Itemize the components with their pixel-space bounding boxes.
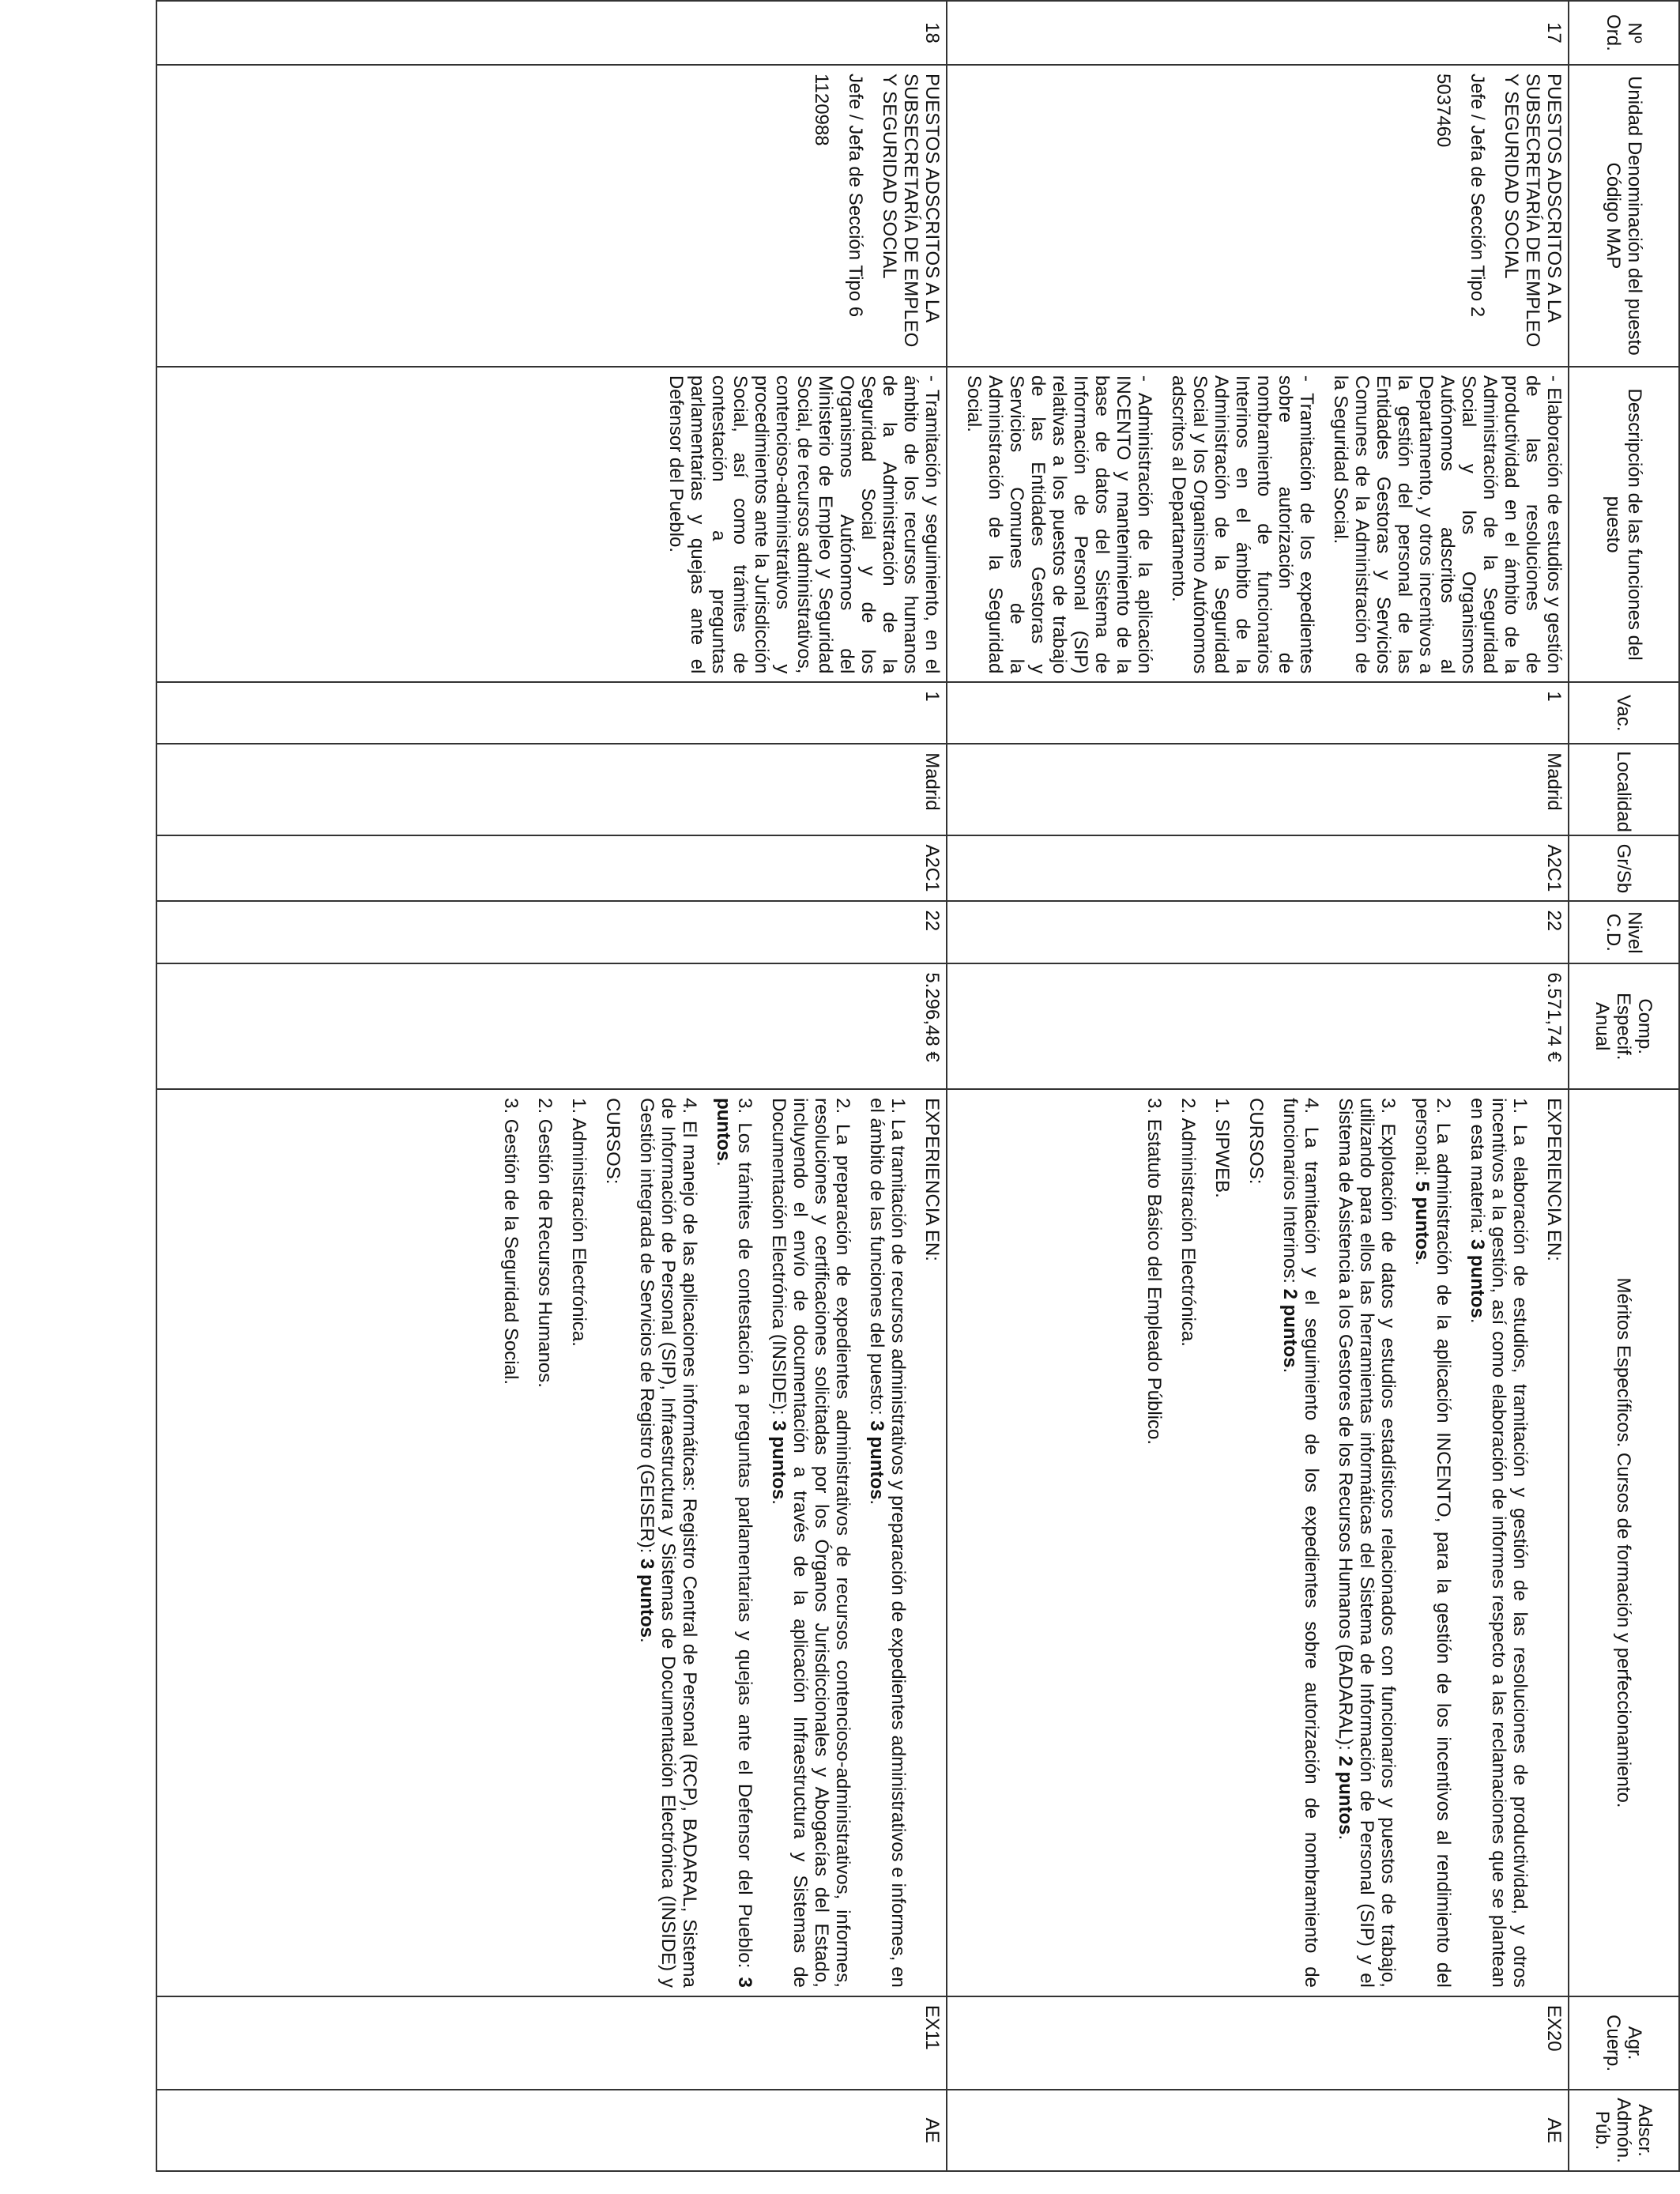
unidad-text: PUESTOS ADSCRITOS A LA SUBSECRETARÍA DE EMPLEO Y SEGURIDAD SOCIAL	[879, 73, 943, 348]
adscr-cell: AE	[947, 2090, 1569, 2171]
merito-item	[713, 1098, 755, 1988]
header-meritos: Méritos Específicos. Cursos de formación y perfeccionamiento.	[1569, 1089, 1679, 1996]
grsb-cell: A2C1	[156, 835, 947, 901]
merito-puntos: 2 puntos	[1335, 1755, 1356, 1835]
descripcion-item: - Elaboración de estudios y gestión de las resoluciones de productividad en el ámbito de la Administración de la Seguridad Social y los Organismos Autónomos adscritos al Departamento, y otros incentivos a la gestión del personal de las Entidades Gestoras y Servicios Comunes de la Administración de la Seguridad Social.	[1330, 375, 1565, 674]
merito-end: .	[1411, 1260, 1433, 1266]
merito-puntos: 2 puntos	[1279, 1288, 1301, 1368]
descripcion-cell	[156, 367, 947, 683]
descripcion-item: - Tramitación y seguimiento, en el ámbito de los recursos humanos de la Administración de la Seguridad Social y de los Organismos Autónomos del Ministerio de Empleo y Seguridad Social, de recursos administrativos, contencioso-administrativos y procedimientos ante la Jurisdicción Social, así como trámites de contestación a preguntas parlamentarias y quejas ante el Defensor del Pueblo.	[665, 375, 943, 674]
merito-text: 3. Los trámites de contestación a preguntas parlamentarias y quejas ante el Defensor del Pueblo:	[734, 1098, 755, 1977]
unidad-cell	[156, 65, 947, 367]
nivel-cell: 22	[156, 901, 947, 963]
merito-text: 3. Explotación de datos y estudios estadísticos relacionados con funcionarios y puestos de trabajo, utilizando para ellos las herramientas informáticas del Sistema de Información de Personal (SIP) y el Sistema de Asistencia a los Gestores de los Recursos Humanos (BADARAL):	[1335, 1098, 1399, 1988]
header-vac: Vac.	[1569, 682, 1679, 744]
curso-item: 3. Estatuto Básico del Empleado Público.	[1143, 1098, 1165, 1446]
curso-item: 2. Administración Electrónica.	[1177, 1098, 1199, 1347]
codigo-text: 5037460	[1433, 73, 1454, 148]
merito-text: 4. El manejo de las aplicaciones informáticas: Registro Central de Personal (RCP), BADARAL, Sistema de Información de Personal (SIP), Infraestructura y Sistemas de Documentación Electrónica (INSIDE) y Gestión integrada de Servicios de Registro (GEISER):	[636, 1098, 700, 1988]
cursos-title: CURSOS:	[602, 1098, 623, 1185]
merito-end: .	[1335, 1834, 1356, 1841]
vac-cell: 1	[947, 682, 1569, 744]
unidad-cell	[947, 65, 1569, 367]
header-nivel: Nivel C.D.	[1569, 901, 1679, 963]
merito-end: .	[713, 1161, 734, 1167]
header-row	[1569, 1, 1679, 2171]
merito-end: .	[1279, 1367, 1301, 1374]
merito-puntos: 3 puntos	[636, 1559, 657, 1638]
header-agr: Agr. Cuerp.	[1569, 1996, 1679, 2090]
header-comp: Comp. Especif. Anual	[1569, 963, 1679, 1089]
merito-end: .	[636, 1638, 657, 1643]
merito-item	[768, 1098, 853, 1988]
descripcion-item: - Tramitación de los expedientes sobre autorización de nombramiento de funcionarios Interinos en el ámbito de la Administración de la Seguridad Social y los Organismo Autónomos adscritos al Departamento.	[1168, 375, 1317, 674]
merito-item	[1467, 1098, 1531, 1988]
ord-cell: 17	[947, 1, 1569, 65]
header-ord: Nº Ord.	[1569, 1, 1679, 65]
merito-text: 1. La elaboración de estudios, tramitación y gestión de las resoluciones de productividad, y otros incentivos a la gestión, así como elaboración de informes respecto a las reclamaciones que se plantean en esta materia:	[1467, 1098, 1531, 1988]
merito-end: .	[866, 1499, 887, 1506]
curso-item: 1. Administración Electrónica.	[568, 1098, 590, 1347]
ord-cell: 18	[156, 1, 947, 65]
curso-item: 1. SIPWEB.	[1211, 1098, 1233, 1198]
curso-item: 3. Gestión de la Seguridad Social.	[500, 1098, 522, 1385]
puesto-text: Jefe / Jefa de Sección Tipo 2	[1467, 73, 1488, 318]
merito-item	[1411, 1098, 1454, 1988]
curso-item: 2. Gestión de Recursos Humanos.	[534, 1098, 556, 1388]
merito-puntos: 3 puntos	[713, 1098, 755, 1988]
cursos-title: CURSOS:	[1245, 1098, 1267, 1185]
vac-cell: 1	[156, 682, 947, 744]
merito-puntos: 3 puntos	[1467, 1238, 1488, 1318]
merito-item	[866, 1098, 909, 1988]
merito-item	[1335, 1098, 1399, 1988]
merito-end: .	[1467, 1318, 1488, 1324]
experiencia-title: EXPERIENCIA EN:	[921, 1098, 943, 1261]
table-row	[947, 1, 1569, 2171]
header-descripcion: Descripción de las funciones del puesto	[1569, 367, 1679, 683]
header-grsb: Gr/Sb	[1569, 835, 1679, 901]
merito-end: .	[768, 1499, 789, 1505]
descripcion-cell	[947, 367, 1569, 683]
merito-text: 2. La administración de la aplicación INCENTO, para la gestión de los incentivos al rendimiento del personal:	[1411, 1098, 1454, 1988]
agr-cell: EX11	[156, 1996, 947, 2090]
header-unidad: Unidad Denominación del puesto Código MAP	[1569, 65, 1679, 367]
merito-text: 4. La tramitación y el seguimiento de los expedientes sobre autorización de nombramiento de funcionarios Interinos:	[1279, 1098, 1322, 1988]
table-row	[156, 1, 947, 2171]
nivel-cell: 22	[947, 901, 1569, 963]
merito-puntos: 3 puntos	[866, 1420, 887, 1500]
codigo-text: 1120988	[811, 73, 832, 146]
comp-cell: 5.296,48 €	[156, 963, 947, 1089]
merito-text: 1. La tramitación de recursos administrativos y preparación de expedientes administrativos e informes, en el ámbito de las funciones del puesto:	[866, 1098, 909, 1988]
localidad-cell: Madrid	[156, 744, 947, 835]
merito-puntos: 3 puntos	[768, 1420, 789, 1500]
unidad-text: PUESTOS ADSCRITOS A LA SUBSECRETARÍA DE EMPLEO Y SEGURIDAD SOCIAL	[1501, 73, 1565, 348]
localidad-cell: Madrid	[947, 744, 1569, 835]
header-adscr: Adscr. Admón. Púb.	[1569, 2090, 1679, 2171]
meritos-cell	[947, 1089, 1569, 1996]
merito-item	[1279, 1098, 1322, 1988]
merito-puntos: 5 puntos	[1411, 1181, 1433, 1261]
comp-cell: 6.571,74 €	[947, 963, 1569, 1089]
adscr-cell: AE	[156, 2090, 947, 2171]
positions-table	[156, 0, 1680, 2172]
rotated-page	[153, 0, 1680, 2173]
puesto-text: Jefe / Jefa de Sección Tipo 6	[845, 73, 866, 318]
header-localidad: Localidad	[1569, 744, 1679, 835]
descripcion-item: - Administración de la aplicación INCENTO y mantenimiento de la base de datos del Sistema de Información de Personal (SIP) relativas a los puestos de trabajo de las Entidades Gestoras y Servicios Comunes de la Administración de la Seguridad Social.	[963, 375, 1155, 674]
experiencia-title: EXPERIENCIA EN:	[1543, 1098, 1565, 1261]
grsb-cell: A2C1	[947, 835, 1569, 901]
agr-cell: EX20	[947, 1996, 1569, 2090]
merito-text: 2. La preparación de expedientes administrativos de recursos contencioso-administrativos, informes, resoluciones y certificaciones solicitadas por los Órganos Jurisdiccionales y Abogacías del Estado, incluyendo el envío de documentación a través de la aplicación Infraestructura y Sistemas de Documentación Electrónica (INSIDE):	[768, 1098, 853, 1988]
merito-item	[636, 1098, 700, 1988]
meritos-cell	[156, 1089, 947, 1996]
